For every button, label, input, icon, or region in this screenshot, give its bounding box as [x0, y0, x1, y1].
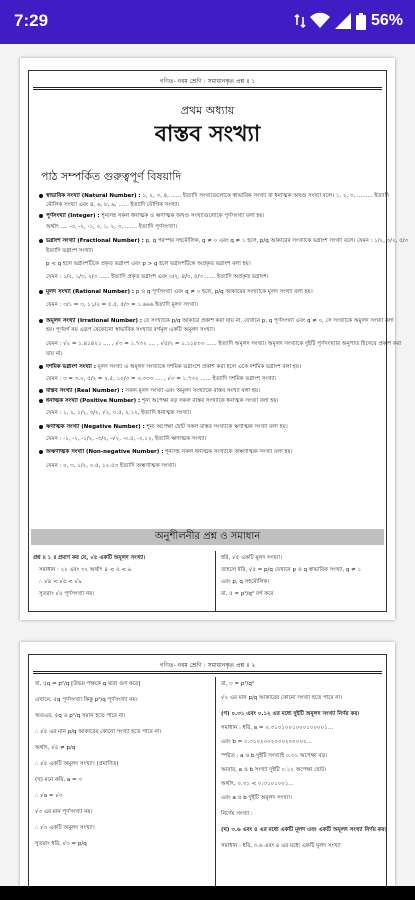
text-line: ∴ √৪ < √৫ < √৯	[39, 579, 82, 585]
signal-icon	[335, 13, 351, 29]
list-item: যেমন : ১, ২, ১/২, ৩/২, √২, ০.৫, ২.১২, ইত্যাদি ধনাত্মক সংখ্যা।	[46, 410, 192, 416]
text-line: এখানে, ৫q পূর্ণসংখ্যা কিন্তু p²/q পূর্ণসংখ্যা নয়।	[35, 697, 138, 703]
column-rule	[215, 677, 216, 897]
text-line: স্পষ্টত : a ও b দুইটি সংখ্যাই ০.৩১ অপেক্ষা বড়।	[221, 753, 328, 759]
list-item: যেমন : ১/২, ১/৩, ২/৩ ...... ইত্যাদি প্রকৃত ভগ্নাংশ এবং ৩/২, ৪/৩, ৫/৩ ...... ইত্যাদি অপ্রকৃত ভগ্নাংশ।	[46, 274, 269, 280]
text-line: সমাধান : ধরি, ৩.৬ এবং ৪ এর মধ্যে একটি মূলদ সংখ্যা	[221, 843, 341, 849]
list-item: ঋণাত্মক সংখ্যা (Negative Number) : শূন্য অপেক্ষা ছোট সকল বাস্তব সংখ্যাকে ঋণাত্মক সংখ্যা বলা হয়।	[39, 424, 378, 431]
list-item: মূলদ সংখ্যা (Rational Number) : p ও q পূর্ণসংখ্যা এবং q ≠ ০ হলে, p/q আকারের সংখ্যাকে মূলদ সংখ্যা বলা হয়।	[39, 289, 378, 296]
question-text: (ঘ) ৩.৬ এবং ৪ এর মধ্যে একটি মূলদ এবং একটি অমূলদ সংখ্যা নির্ণয় কর।	[221, 827, 387, 833]
section-band: অনুশীলনীর প্রশ্ন ও সমাধান	[31, 529, 384, 545]
text-line: অর্থাৎ, √৫ ≠ p/q	[35, 745, 76, 751]
bullet-icon	[39, 389, 43, 393]
data-arrows-icon	[295, 14, 305, 28]
list-item: যেমন : ৩/১ = ৩, ১১/২ = ৫.৫, ৫/৩ = ১.৬৬৬ ইত্যাদি মূলদ সংখ্যা।	[46, 302, 199, 308]
status-icons	[295, 12, 403, 30]
head-rule	[33, 671, 382, 672]
bullet-icon	[39, 194, 43, 198]
bullet-icon	[39, 365, 43, 369]
document-page-2[interactable]	[20, 642, 395, 886]
list-item: যেমন : √২ = ১.৪১৪২১ .... , √৩ = ১.৭৩২ .... , √৫/২ = ১.১১৮০৩ ...... ইত্যাদি অমূলদ সংখ্যা। অমূলদ সংখ্যাকে দুইটি পূর্ণসংখ্যার অনুপাত হিসেবে প্রকাশ করা	[46, 341, 402, 347]
list-item: ধনাত্মক সংখ্যা (Positive Number) : শূন্য অপেক্ষা বড় সকল বাস্তব সংখ্যাকে ধনাত্মক সংখ্যা বলা হয়।	[39, 398, 378, 405]
text-line: এবং a ও b দুইটি অমূলদ সংখ্যা।	[221, 795, 292, 801]
head-rule-double	[33, 673, 382, 674]
list-item: অঋণাত্মক সংখ্যা (Non-negative Number) : শূন্যসহ সকল ধনাত্মক সংখ্যাকে অঋণাত্মক সংখ্যা বলা হয়।	[39, 449, 378, 456]
document-viewer[interactable]	[0, 44, 415, 886]
text-line: √২ এর মান p/q আকারের কোনো সংখ্যা হতে পারে না।	[221, 695, 343, 701]
text-line: ধরি, √৫ একটি মূলদ সংখ্যা।	[221, 555, 282, 561]
list-item: অর্থাৎ .... -৩, -২, -১, ০, ১, ২, ৩, ....... ইত্যাদি পূর্ণসংখ্যা।	[46, 224, 178, 230]
text-line: এবং b = ০.৩১০২০০২০০০২০০০০২...	[221, 739, 312, 745]
list-item: যেমন : ০, ৩, ১/২, ০.৫, ১২.৫৩ ইত্যাদি অঋণাত্মক সংখ্যা।	[46, 463, 177, 469]
text-line: ∴ √a = √৩	[35, 793, 63, 799]
text-line: অর্থাৎ, ০.৩১ < ০.৩১০১০০১...	[221, 781, 294, 787]
chapter-label: প্রথম অধ্যায়	[180, 104, 235, 117]
list-item: বাস্তব সংখ্যা (Real Number) : সকল মূলদ সংখ্যা এবং অমূলদ সংখ্যাকে বাস্তব সংখ্যা বলা হয়।	[39, 388, 378, 395]
bullet-icon	[39, 290, 43, 294]
text-line: ∴ √৩ একটি অমূলদ সংখ্যা।	[35, 825, 95, 831]
battery-percent: 56%	[370, 12, 403, 29]
running-head: গণিত- নবম শ্রেণি : সমাধানকৃত প্রশ্ন ॥ ২	[159, 662, 256, 669]
question-text: প্রশ্ন ॥ ১ ॥ প্রমাণ কর যে, √৫ একটি অমূলদ সংখ্যা।	[33, 555, 146, 561]
text-line: আবার, a ও b সংখ্যা দুইটি ০.১২ অপেক্ষা ছোট।	[221, 767, 327, 773]
text-line: ∴ √৫ একটি অমূলদ সংখ্যা। (প্রমাণিত)	[35, 761, 119, 767]
list-item: অমূলদ সংখ্যা (Irrational Number) : যে সংখ্যাকে p/q আকারে প্রকাশ করা যায় না, যেখানে p, q পূর্ণসংখ্যা এবং q ≠ ০, সে সংখ্যাকে অমূলদ সংখ্যা বলা	[39, 318, 378, 325]
text-line: বা, ৩ = p²/q²	[221, 681, 255, 687]
question-text: (গ) ০.৩১ এবং ০.১২ এর মধ্যে দুইটি অমূলদ সংখ্যা নির্ণয় কর।	[221, 711, 360, 717]
text-line: বা, ৫q = p²/q [উভয় পক্ষকে q দ্বারা গুণ করে]	[35, 681, 141, 687]
list-item: ভগ্নাংশ সংখ্যা (Fractional Number) : p, q পরস্পর সহমৌলিক, q ≠ ০ এবং q ≠ ১ হলে, p/q আকারের সংখ্যাকে ভগ্নাংশ সংখ্যা বলে। যেমন : ১/২, ৩/২, ৫/৩	[39, 238, 378, 245]
bullet-icon	[39, 450, 43, 454]
list-item: হয়। পূর্ণবর্গ নয় এরূপ যেকোনো স্বাভাবিক সংখ্যার বর্গমূল একটি অমূলদ সংখ্যা।	[46, 327, 215, 333]
text-line: এবং p, q সহমৌলিক।	[221, 579, 270, 585]
chapter-title: বাস্তব সংখ্যা	[154, 121, 261, 147]
battery-icon	[356, 13, 366, 30]
list-item: যেমন : -১, -২, -১/২, -৩/২, -√২, -০.৫, -২.১২, ইত্যাদি ঋণাত্মক সংখ্যা।	[46, 436, 207, 442]
text-line: সুতরাং ধরি, √৩ = p/q	[35, 841, 87, 847]
wifi-icon	[310, 13, 330, 29]
list-item: ইত্যাদি ভগ্নাংশ সংখ্যা।	[46, 248, 94, 254]
list-item: স্বাভাবিক সংখ্যা (Natural Number) : ১, ২, ৩, ৪, ...... ইত্যাদি সংখ্যাগুলোকে স্বাভাবিক সংখ্যা বা ধনাত্মক অখণ্ড সংখ্যা বলে। ১, ২, ৩, ......... ইত্যাদি	[39, 193, 378, 200]
bullet-icon	[39, 399, 43, 403]
text-line: সুতরাং √৫ পূর্ণসংখ্যা নয়।	[39, 591, 95, 597]
list-item: দশমিক ভগ্নাংশ সংখ্যা : মূলদ সংখ্যা ও অমূলদ সংখ্যাকে দশমিক ভগ্নাংশে প্রকাশ করা হলে একে দশমিক ভগ্নাংশ বলা হয়।	[39, 364, 378, 371]
navigation-bar	[0, 886, 415, 900]
list-item: পূর্ণসংখ্যা (Integer) : শূন্যসহ সকল ধনাত্মক ও ঋণাত্মক অখণ্ড সংখ্যাগুলোকে পূর্ণসংখ্যা বলা হয়।	[39, 213, 378, 220]
list-item: যায় না।	[46, 351, 63, 357]
text-line: অতএব, ৫q ও p²/q সমান হতে পারে না।	[35, 713, 126, 719]
status-bar	[0, 0, 415, 44]
head-rule	[33, 87, 382, 88]
section-heading: পাঠ সম্পর্কিত গুরুত্বপূর্ণ বিষয়াদি	[41, 170, 182, 183]
page-frame	[28, 654, 387, 896]
text-line: তাহলে ধরি, √৫ = p/q যেখানে p ও q স্বাভাবিক সংখ্যা, q ≠ ১	[221, 567, 362, 573]
document-page-1[interactable]	[20, 58, 409, 620]
page-frame	[28, 70, 409, 612]
list-item: p < q হলে ভগ্নাংশটিকে প্রকৃত ভগ্নাংশ এবং p > q হলে ভগ্নাংশটিকে অপ্রকৃত ভগ্নাংশ বলা হয়।	[46, 261, 251, 267]
bullet-icon	[39, 425, 43, 429]
text-line: (খ) মনে করি, a = ৩	[35, 777, 82, 783]
text-line: নির্ণেয় সংখ্যা :	[221, 811, 253, 817]
text-line: সমাধান : ২২ এবং ৩২ অর্থাৎ ৪ < ৫ < ৯	[39, 567, 132, 573]
bullet-icon	[39, 319, 43, 323]
head-rule-double	[33, 89, 382, 90]
list-item: যেমন : ৩ = ৩.০, ৫/২ = ২.৫, ১০/৩ = ৩.৩৩৩ .... , √৩ = ১.৭৩২ ...... ইত্যাদি দশমিক ভগ্নাংশ সংখ্যা।	[46, 376, 277, 382]
column-rule	[215, 551, 216, 611]
running-head: গণিত- নবম শ্রেণি : সমাধানকৃত প্রশ্ন ॥ ১	[159, 78, 256, 85]
text-line: √৩ এর মান পূর্ণসংখ্যা নয়।	[35, 809, 93, 815]
text-line: ∴ √৫ এর মান p/q আকারের কোনো সংখ্যা হতে পারে না।	[35, 729, 162, 735]
status-time: 7:29	[14, 11, 49, 30]
text-line: সমাধান : ধরি, a = ০.৩১০১০০১০০০১০০০০১...	[221, 725, 333, 731]
bullet-icon	[39, 239, 43, 243]
text-line: বা, ৫ = p²/q² বর্গ করে	[221, 591, 274, 597]
bullet-icon	[39, 214, 43, 218]
list-item: মৌলিক সংখ্যা এবং ৪, ৬, ৮, ৯, ...... ইত্যাদি যৌগিক সংখ্যা।	[46, 202, 180, 208]
